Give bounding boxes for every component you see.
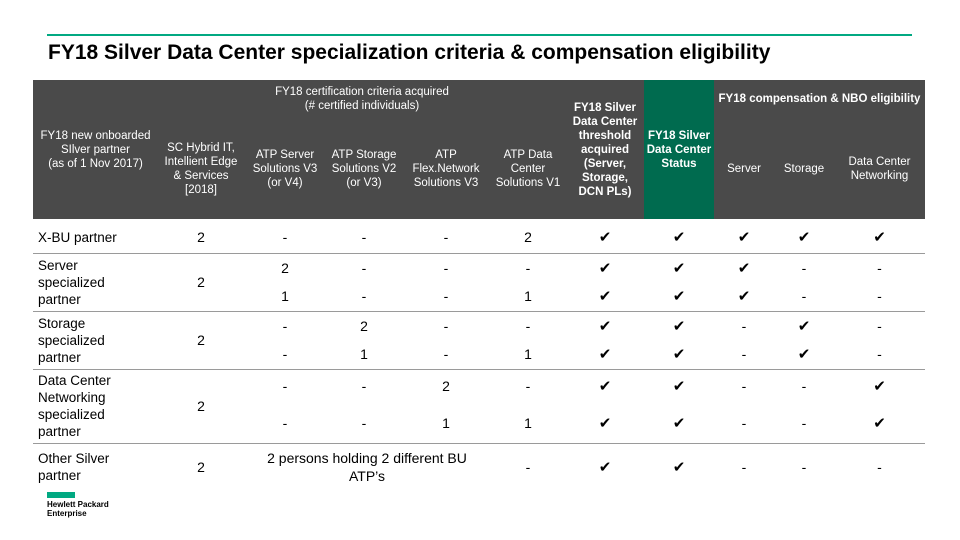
cell-storage-r2-atp-dc: 1 (524, 346, 532, 362)
cell-dcn-r2-atp-storage: - (361, 415, 367, 431)
header-atp-dc: ATP Data Center Solutions V1 (490, 118, 566, 219)
cell-dcn-r1-atp-flex: 2 (442, 378, 450, 394)
header-storage: Storage (774, 118, 834, 219)
cell-server-r2-storage: - (801, 288, 807, 304)
check-icon: ✔ (598, 317, 612, 335)
cell-server-r1-atp-server: 2 (281, 260, 289, 276)
cell-server-r2-atp-server: 1 (281, 288, 289, 304)
row-label-server: Server specialized partner (38, 257, 105, 307)
title-accent-line (47, 34, 912, 36)
cell-storage-r1-atp-dc: - (525, 318, 531, 334)
header-compensation-group: FY18 compensation & NBO eligibility (714, 80, 925, 118)
cell-server-sc: 2 (197, 274, 205, 290)
cell-storage-r2-server: - (741, 346, 747, 362)
hpe-logo (47, 500, 137, 518)
cell-dcn-r2-atp-server: - (282, 415, 288, 431)
check-icon: ✔ (672, 377, 686, 395)
header-atp-server: ATP Server Solutions V3 (or V4) (244, 118, 326, 219)
check-icon: ✔ (598, 287, 612, 305)
header-threshold: FY18 Silver Data Center threshold acquired (Server, Storage, DCN PLs) (566, 80, 644, 219)
logo-line-1: Hewlett Packard (47, 500, 109, 509)
cell-dcn-r1-atp-server: - (282, 378, 288, 394)
cell-other-merged: 2 persons holding 2 different BU ATP’s (267, 450, 467, 484)
cell-dcn-r2-storage: - (801, 415, 807, 431)
cell-storage-sc: 2 (197, 332, 205, 348)
cell-storage-r2-atp-server: - (282, 346, 288, 362)
check-icon: ✔ (598, 228, 612, 246)
check-icon: ✔ (672, 414, 686, 432)
cell-storage-r2-dcn: - (877, 346, 882, 362)
cell-other-dcn: - (877, 459, 882, 475)
cell-xbu-atp-dc: 2 (524, 229, 532, 245)
cell-xbu-sc: 2 (197, 229, 205, 245)
row-label-other: Other Silver partner (38, 451, 110, 483)
cell-other-atp-dc: - (525, 459, 531, 475)
cell-storage-r1-atp-flex: - (443, 318, 449, 334)
cell-storage-r1-atp-server: - (282, 318, 288, 334)
header-atp-storage: ATP Storage Solutions V2 (or V3) (326, 118, 402, 219)
check-icon: ✔ (672, 317, 686, 335)
header-server: Server (714, 118, 774, 219)
logo-line-2: Enterprise (47, 509, 87, 518)
header-sc-hybrid: SC Hybrid IT, Intellient Edge & Services [2018] (158, 118, 244, 219)
check-icon: ✔ (598, 259, 612, 277)
cell-server-r1-dcn: - (877, 260, 882, 276)
cell-dcn-r1-storage: - (801, 378, 807, 394)
cell-storage-r1-dcn: - (877, 318, 882, 334)
cell-server-r2-dcn: - (877, 288, 882, 304)
cell-server-r2-atp-dc: 1 (524, 288, 532, 304)
check-icon: ✔ (672, 228, 686, 246)
check-icon: ✔ (797, 228, 811, 246)
check-icon: ✔ (797, 345, 811, 363)
check-icon: ✔ (873, 228, 886, 246)
cell-server-r2-atp-storage: - (361, 288, 367, 304)
cell-storage-r2-atp-flex: - (443, 346, 449, 362)
header-atp-flex: ATP Flex.Network Solutions V3 (402, 118, 490, 219)
header-certification-group: FY18 certification criteria acquired (# certified individuals) (158, 80, 566, 118)
cell-other-storage: - (801, 459, 807, 475)
cell-dcn-r2-atp-dc: 1 (524, 415, 532, 431)
cell-server-r1-atp-flex: - (443, 260, 449, 276)
cell-xbu-atp-server: - (282, 229, 288, 245)
cell-dcn-r2-atp-flex: 1 (442, 415, 450, 431)
cell-storage-r1-server: - (741, 318, 747, 334)
check-icon: ✔ (672, 259, 686, 277)
cell-dcn-r1-atp-storage: - (361, 378, 367, 394)
cell-xbu-atp-flex: - (443, 229, 449, 245)
check-icon: ✔ (873, 414, 886, 432)
cell-dcn-r2-server: - (741, 415, 747, 431)
check-icon: ✔ (598, 458, 612, 476)
hpe-logo-bar (47, 492, 75, 498)
cell-xbu-atp-storage: - (361, 229, 367, 245)
check-icon: ✔ (737, 287, 751, 305)
row-label-xbu: X-BU partner (38, 229, 117, 245)
cell-server-r2-atp-flex: - (443, 288, 449, 304)
check-icon: ✔ (737, 228, 751, 246)
cell-other-sc: 2 (197, 459, 205, 475)
check-icon: ✔ (797, 317, 811, 335)
cell-server-r1-storage: - (801, 260, 807, 276)
header-dcn: Data Center Networking (834, 118, 925, 219)
cell-storage-r2-atp-storage: 1 (360, 346, 368, 362)
check-icon: ✔ (672, 458, 686, 476)
header-partner-column: FY18 new onboarded SIlver partner (as of 1 Nov 2017) (33, 80, 158, 219)
page-title: FY18 Silver Data Center specialization criteria & compensation eligibility (48, 41, 771, 64)
cell-storage-r1-atp-storage: 2 (360, 318, 368, 334)
cell-server-r1-atp-dc: - (525, 260, 531, 276)
row-label-dcn: Data Center Networking specialized partner (38, 373, 111, 439)
header-status: FY18 Silver Data Center Status (644, 80, 714, 219)
cell-dcn-sc: 2 (197, 398, 205, 414)
row-label-storage: Storage specialized partner (38, 315, 105, 365)
cell-dcn-r1-server: - (741, 378, 747, 394)
check-icon: ✔ (598, 377, 612, 395)
check-icon: ✔ (598, 414, 612, 432)
check-icon: ✔ (737, 259, 751, 277)
check-icon: ✔ (598, 345, 612, 363)
cell-other-server: - (741, 459, 747, 475)
check-icon: ✔ (672, 345, 686, 363)
check-icon: ✔ (873, 377, 886, 395)
cell-dcn-r1-atp-dc: - (525, 378, 531, 394)
cell-server-r1-atp-storage: - (361, 260, 367, 276)
check-icon: ✔ (672, 287, 686, 305)
